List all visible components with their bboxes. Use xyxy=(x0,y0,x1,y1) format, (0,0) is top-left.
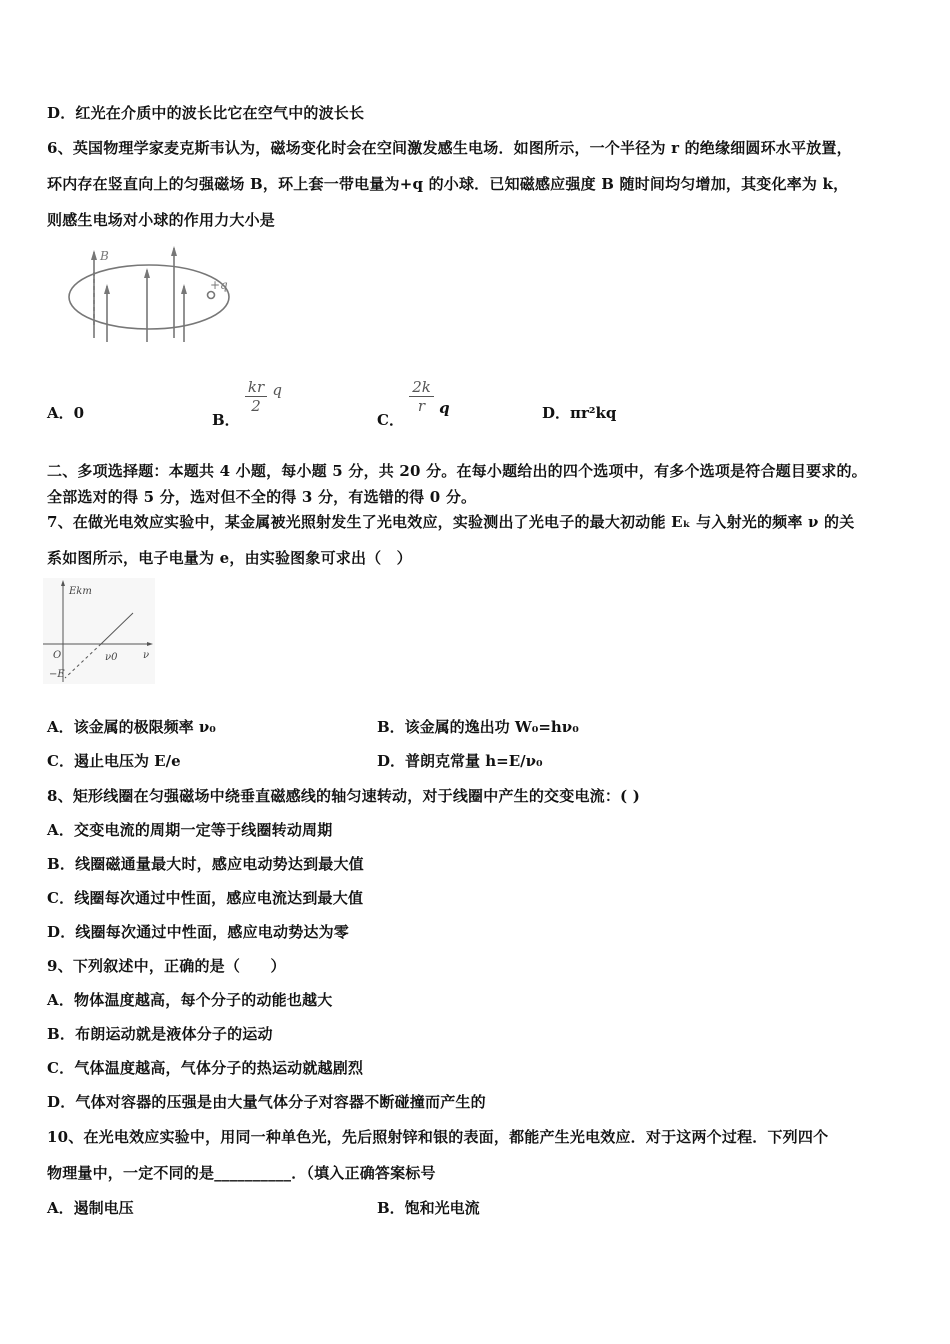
q6-text-line3: 则感生电场对小球的作用力大小是 xyxy=(47,211,276,229)
q6-option-b xyxy=(212,378,283,429)
q7-option-b: B．该金属的逸出功 W₀=hν₀ xyxy=(377,718,579,736)
q7-text-line1: 7、在做光电效应实验中，某金属被光照射发生了光电效应，实验测出了光电子的最大初动能 Eₖ 与入射光的频率 ν 的关 xyxy=(47,513,855,531)
fraction xyxy=(409,378,434,415)
q6-option-a: A．0 xyxy=(47,404,85,422)
q10-text-line2: 物理量中，一定不同的是__________．（填入正确答案标号 xyxy=(47,1164,436,1182)
x-axis-label: ν xyxy=(143,650,150,661)
denominator: r xyxy=(417,397,426,415)
q9-text: 9、下列叙述中，正确的是（ ） xyxy=(47,957,286,975)
q10-option-a: A．遏制电压 xyxy=(47,1199,134,1217)
q7-option-a: A．该金属的极限频率 ν₀ xyxy=(47,718,216,736)
q6-text-line2: 环内存在竖直向上的匀强磁场 B，环上套一带电量为+q 的小球．已知磁感应强度 B 随时间均匀增加，其变化率为 k， xyxy=(47,175,849,193)
q7-option-c: C．遏止电压为 E/e xyxy=(47,752,181,770)
q8-option-b: B．线圈磁通量最大时，感应电动势达到最大值 xyxy=(47,855,364,873)
q7-text-line2: 系如图所示，电子电量为 e，由实验图象可求出（ ） xyxy=(47,549,412,567)
y-intercept-label: −E xyxy=(49,669,65,680)
charge-symbol: q xyxy=(439,398,450,417)
q9-option-a: A．物体温度越高，每个分子的动能也越大 xyxy=(47,991,333,1009)
denominator: 2 xyxy=(251,397,261,415)
option-label: B． xyxy=(212,410,240,429)
field-label-b: B xyxy=(100,249,109,263)
q9-option-c: C．气体温度越高，气体分子的热运动就越剧烈 xyxy=(47,1059,364,1077)
fraction xyxy=(245,378,267,415)
q6-option-d: D．πr²kq xyxy=(542,404,617,422)
numerator: kr xyxy=(245,378,267,397)
origin-label: O xyxy=(53,650,62,661)
q6-option-c xyxy=(377,378,450,429)
q8-text: 8、矩形线圈在匀强磁场中绕垂直磁感线的轴匀速转动，对于线圈中产生的交变电流：( ) xyxy=(47,787,641,805)
numerator: 2k xyxy=(409,378,434,397)
q6-ring-figure xyxy=(62,242,232,352)
q7-graph-figure xyxy=(43,578,155,684)
charge-symbol: q xyxy=(272,380,283,399)
q8-option-d: D．线圈每次通过中性面，感应电动势达为零 xyxy=(47,923,350,941)
q5-option-d: D．红光在介质中的波长比它在空气中的波长长 xyxy=(47,104,365,122)
q9-option-d: D．气体对容器的压强是由大量气体分子对容器不断碰撞而产生的 xyxy=(47,1093,486,1111)
y-axis-label: Ekm xyxy=(69,586,92,597)
q7-option-d: D．普朗克常量 h=E/ν₀ xyxy=(377,752,543,770)
section2-header-line1: 二、多项选择题：本题共 4 小题，每小题 5 分，共 20 分。在每小题给出的四个选项中，有多个选项是符合题目要求的。 xyxy=(47,462,867,480)
q8-option-c: C．线圈每次通过中性面，感应电流达到最大值 xyxy=(47,889,364,907)
q9-option-b: B．布朗运动就是液体分子的运动 xyxy=(47,1025,273,1043)
section2-header-line2: 全部选对的得 5 分，选对但不全的得 3 分，有选错的得 0 分。 xyxy=(47,488,477,506)
q6-text-line1: 6、英国物理学家麦克斯韦认为，磁场变化时会在空间激发感生电场．如图所示，一个半径为 r 的绝缘细圆环水平放置， xyxy=(47,139,852,157)
q10-option-b: B．饱和光电流 xyxy=(377,1199,480,1217)
q8-option-a: A．交变电流的周期一定等于线圈转动周期 xyxy=(47,821,333,839)
threshold-frequency-label: ν0 xyxy=(105,652,118,663)
q10-text-line1: 10、在光电效应实验中，用同一种单色光，先后照射锌和银的表面，都能产生光电效应．对于这两个过程．下列四个 xyxy=(47,1128,829,1146)
charge-label: +q xyxy=(210,278,228,292)
option-label: C． xyxy=(377,410,404,429)
